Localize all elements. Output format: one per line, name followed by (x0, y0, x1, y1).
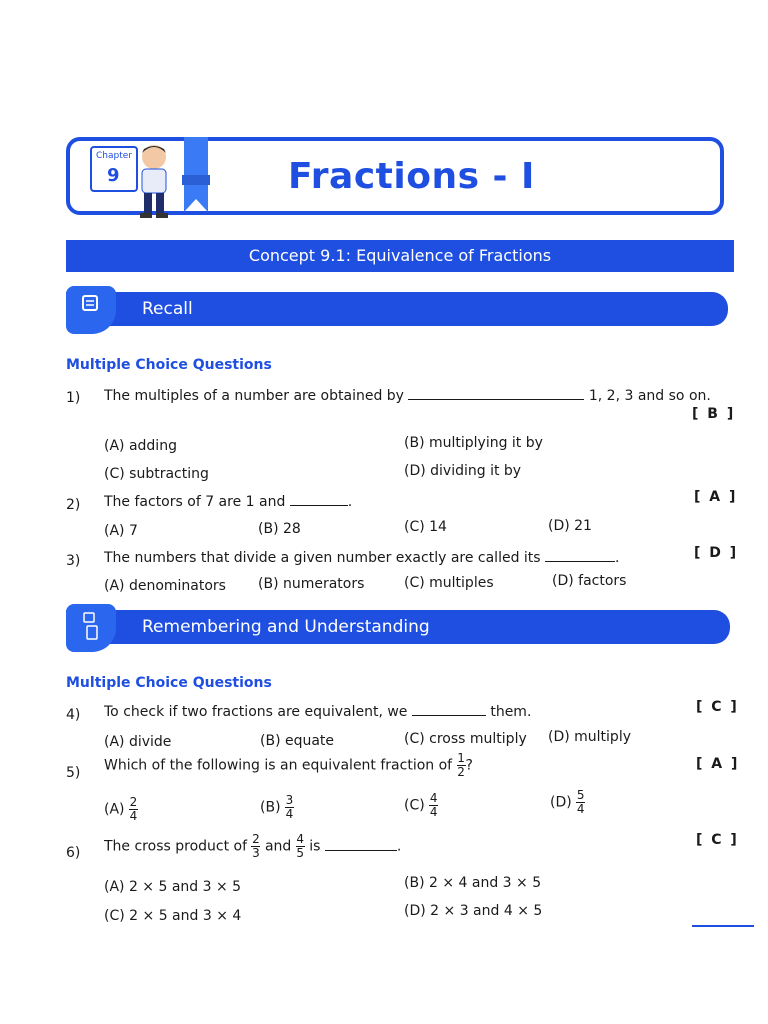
option: (C) multiples (404, 575, 494, 591)
question-text: The numbers that divide a given number exactly are called its . (104, 550, 620, 566)
question-text: The multiples of a number are obtained by 1, 2, 3 and so on. (104, 388, 711, 404)
answer-key: [ C ] (696, 699, 739, 715)
option: (A) 7 (104, 523, 138, 539)
option: (D) dividing it by (404, 463, 522, 479)
option: (B) numerators (258, 576, 365, 592)
option: (B) 2 × 4 and 3 × 5 (404, 875, 542, 891)
option: (C) subtracting (104, 466, 209, 482)
question-number: 3) (66, 553, 81, 569)
option: (C) 14 (404, 519, 447, 535)
chapter-label: Chapter (96, 151, 132, 161)
question-text: The cross product of $\frac{2}{3}$ and $\frac{4}{5}$ is . (104, 832, 402, 860)
option: (A) $\frac{2}{4}$ (104, 795, 138, 823)
option: (A) adding (104, 438, 177, 454)
answer-key: [ D ] (694, 545, 739, 561)
concept-banner: Concept 9.1: Equivalence of Fractions (66, 240, 734, 272)
answer-key: [ C ] (696, 832, 739, 848)
fraction: $\frac{1}{2}$ (457, 751, 465, 779)
question-number: 2) (66, 497, 81, 513)
section-title-remembering: Remembering and Understanding (142, 617, 430, 637)
question-number: 1) (66, 390, 81, 406)
section-bar-recall (66, 292, 728, 326)
question-number: 4) (66, 707, 81, 723)
option: (A) denominators (104, 578, 226, 594)
option: (D) 21 (548, 518, 592, 534)
option: (A) divide (104, 734, 172, 750)
option: (D) 2 × 3 and 4 × 5 (404, 903, 543, 919)
option: (C) $\frac{4}{4}$ (404, 791, 438, 819)
answer-key: [ B ] (692, 406, 736, 422)
mcq-heading: Multiple Choice Questions (66, 357, 272, 373)
section-title-recall: Recall (142, 299, 193, 319)
question-number: 6) (66, 845, 81, 861)
option: (B) 28 (258, 521, 301, 537)
fraction: $\frac{2}{3}$ (252, 832, 260, 860)
mcq-heading: Multiple Choice Questions (66, 675, 272, 691)
answer-key: [ A ] (696, 756, 740, 772)
fraction: $\frac{4}{5}$ (296, 832, 305, 860)
option: (D) multiply (548, 729, 631, 745)
question-text: The factors of 7 are 1 and . (104, 494, 353, 510)
answer-key: [ A ] (694, 489, 738, 505)
head-brain-icon (66, 604, 116, 652)
question-number: 5) (66, 765, 81, 781)
option: (C) cross multiply (404, 731, 527, 747)
option: (A) 2 × 5 and 3 × 5 (104, 879, 242, 895)
chapter-heading: Fractions - I (288, 156, 535, 197)
option: (D) factors (552, 573, 627, 589)
bookmark-ribbon (182, 137, 210, 212)
question-text: Which of the following is an equivalent fraction of $\frac{1}{2}$ ? (104, 751, 473, 779)
option: (B) equate (260, 733, 335, 749)
student-illustration (128, 141, 178, 219)
option: (C) 2 × 5 and 3 × 4 (104, 908, 242, 924)
footer-divider (692, 925, 754, 927)
section-bar-remembering (66, 610, 730, 644)
chapter-number: 9 (107, 165, 120, 186)
question-text: To check if two fractions are equivalent, we them. (104, 704, 532, 720)
option: (B) $\frac{3}{4}$ (260, 793, 294, 821)
option: (D) $\frac{5}{4}$ (550, 788, 585, 816)
head-brain-icon (66, 286, 116, 334)
option: (B) multiplying it by (404, 435, 543, 451)
